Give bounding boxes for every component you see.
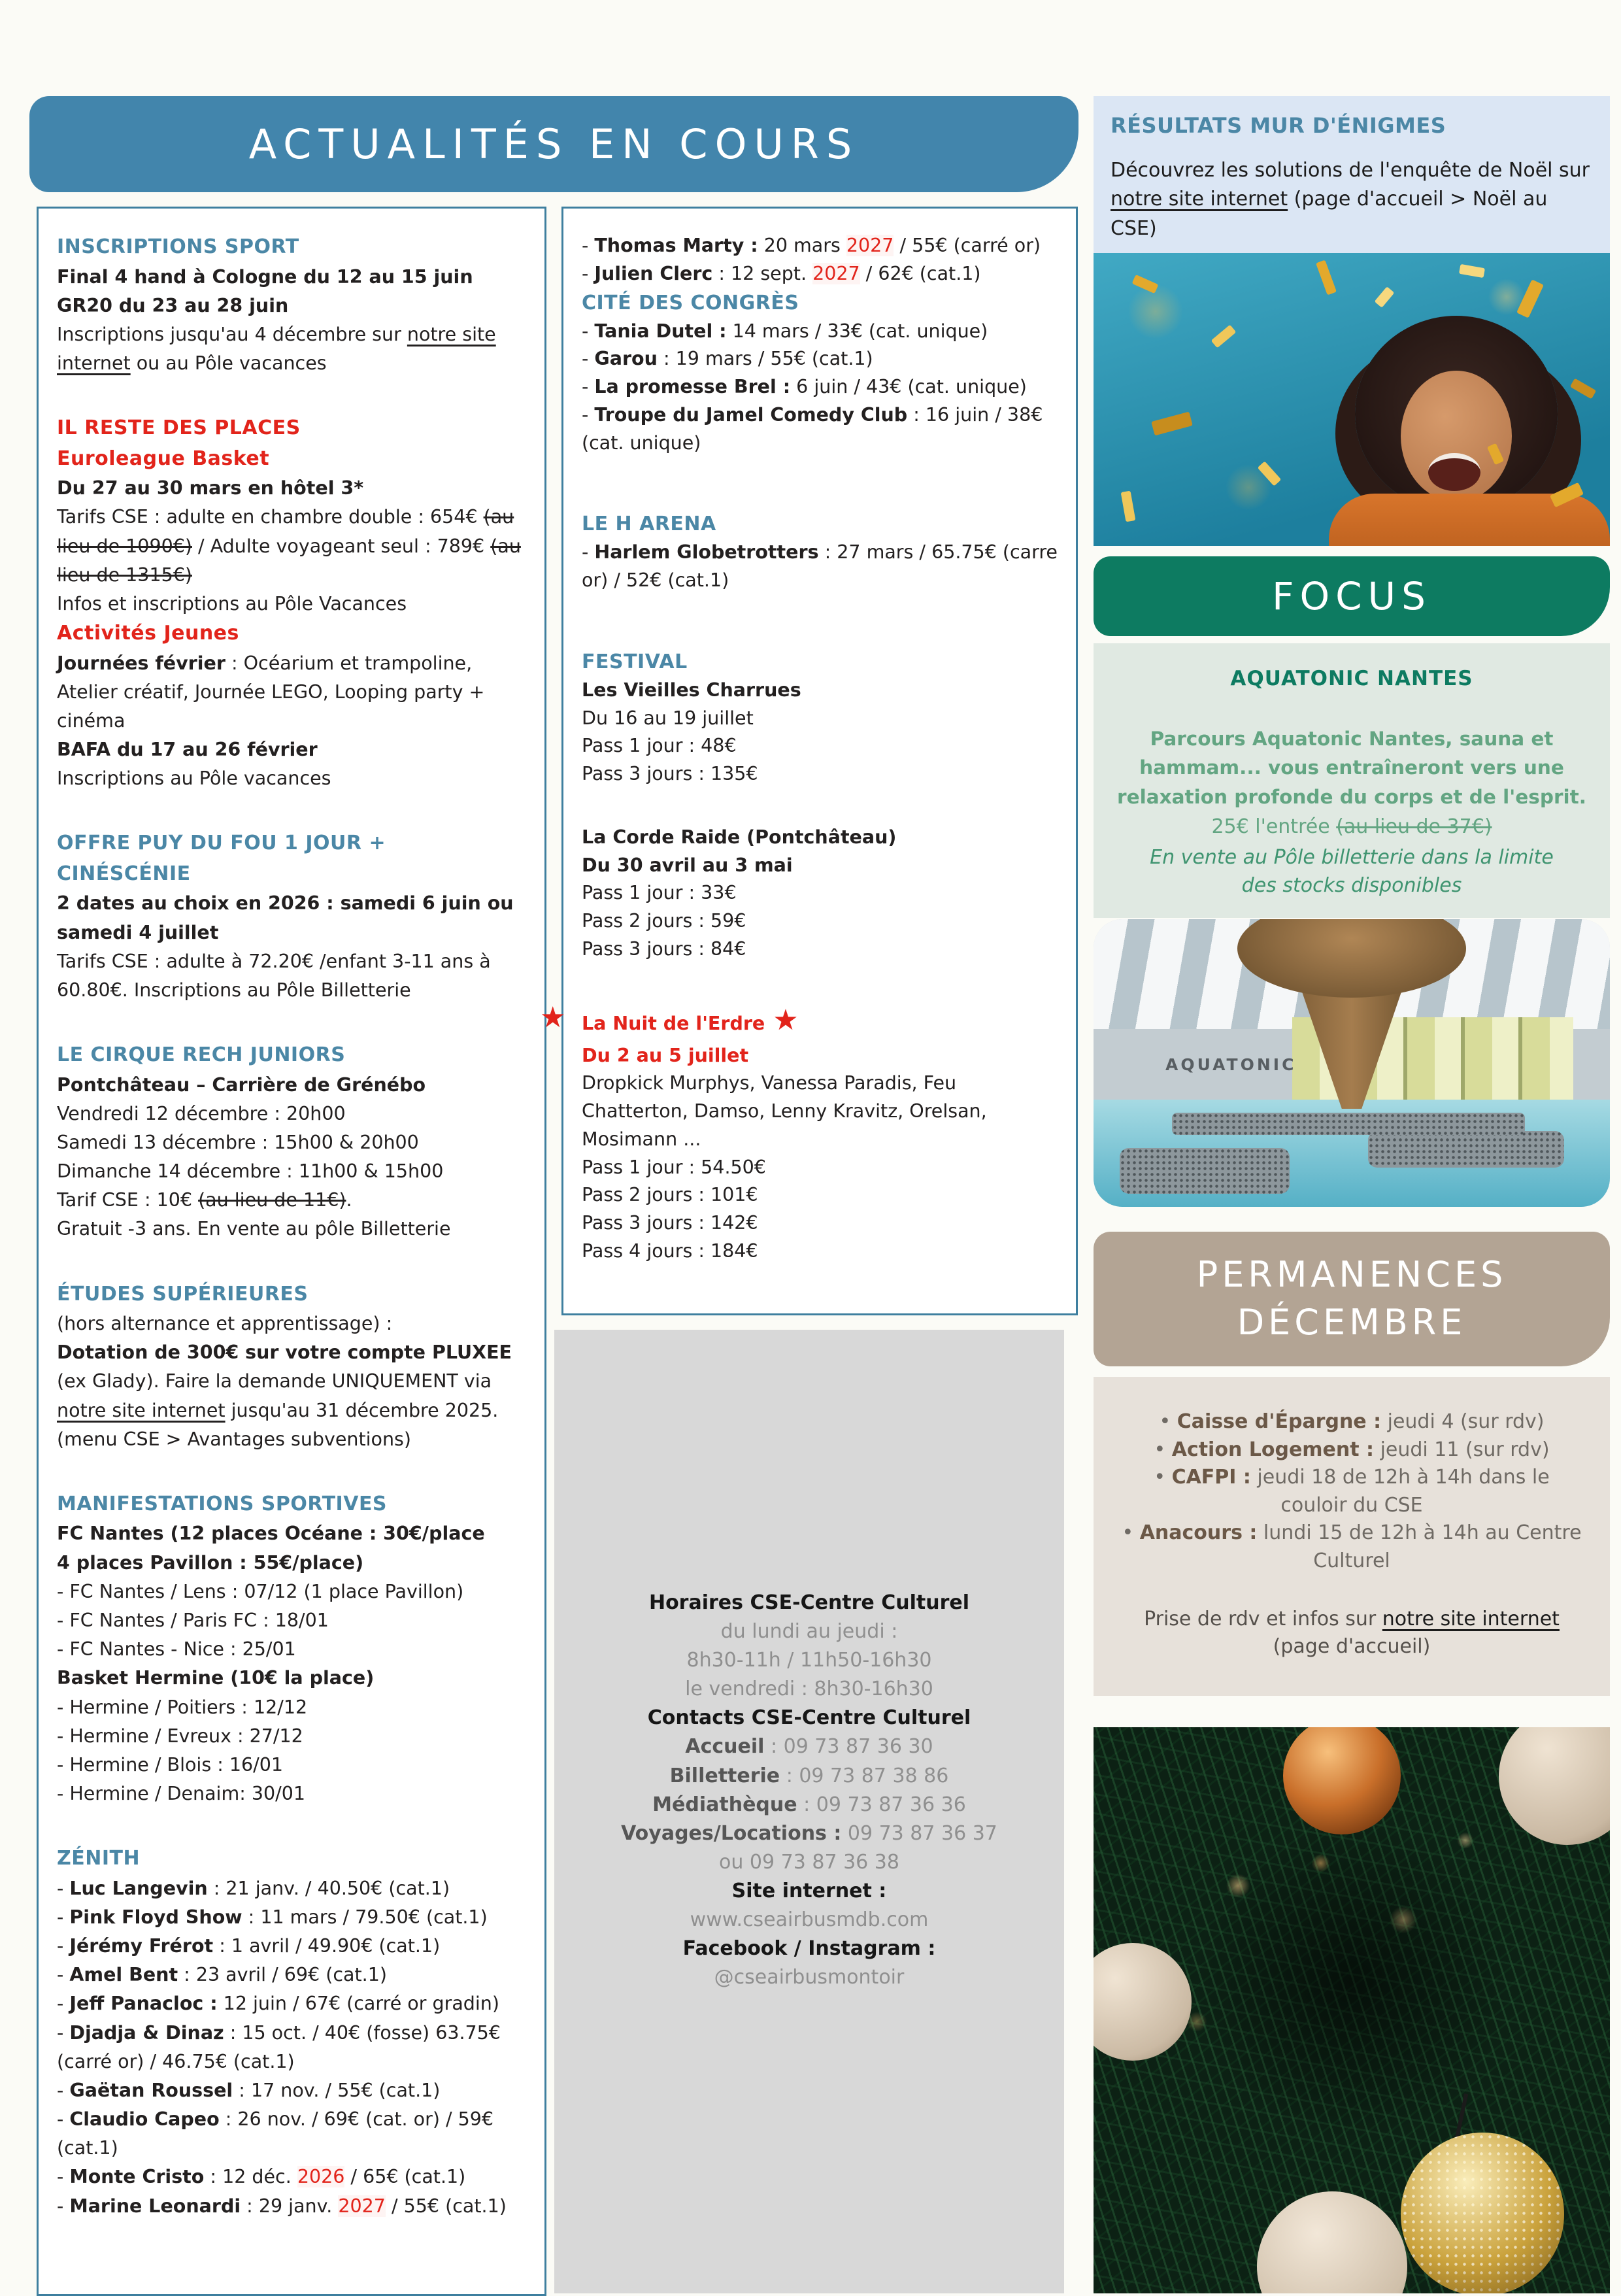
text-line: Samedi 13 décembre : 15h00 & 20h00 (57, 1131, 419, 1153)
event-title: ★ La Nuit de l'Erdre ★ (582, 999, 1058, 1042)
permanences-box (1094, 1377, 1610, 1696)
section-heading: INSCRIPTIONS SPORT (57, 235, 299, 258)
text-line: Pass 1 jour : 48€ (582, 735, 737, 757)
list-item: - Hermine / Evreux : 27/12 (57, 1725, 303, 1747)
list-item: - FC Nantes / Lens : 07/12 (1 place Pavillon) (57, 1580, 464, 1602)
section-heading: IL RESTE DES PLACES (57, 416, 301, 440)
list-item: - Marine Leonardi : 29 janv. 2027 / 55€ (cat.1) (57, 2195, 507, 2217)
list-item: - Tania Dutel : 14 mars / 33€ (cat. unique) (582, 320, 988, 342)
list-item: - Hermine / Poitiers : 12/12 (57, 1696, 308, 1718)
aquatonic-pool-photo (1094, 919, 1610, 1207)
text-line: Gratuit -3 ans. En vente au pôle Billetterie (57, 1218, 451, 1240)
sub-heading: Activités Jeunes (57, 622, 239, 645)
permanences-title-line2: DÉCEMBRE (1237, 1302, 1467, 1343)
section-festival (582, 647, 1058, 788)
list-item: - Jeff Panacloc : 12 juin / 67€ (carré or gradin) (57, 1993, 499, 2015)
phone-row: Billetterie : 09 73 87 38 86 (669, 1764, 949, 1787)
section-heading: MANIFESTATIONS SPORTIVES (57, 1492, 388, 1515)
section-h-arena (582, 509, 1058, 595)
section-cirque-rech (57, 1040, 526, 1244)
permanences-title-line1: PERMANENCES (1196, 1254, 1507, 1296)
bullet-item: • Action Logement : jeudi 11 (sur rdv) (1154, 1438, 1550, 1461)
left-column (37, 207, 546, 2296)
text-line: BAFA du 17 au 26 février (57, 739, 318, 761)
section-il-reste-des-places (57, 413, 526, 793)
text-paragraph: Découvrez les solutions de l'enquête de Noël sur notre site internet (page d'accueil > Noël au CSE) (1111, 159, 1590, 240)
aquatonic-box (1094, 643, 1610, 918)
phone-row: ou 09 73 87 36 38 (719, 1850, 899, 1874)
rdv-note: Prise de rdv et infos sur notre site internet (page d'accueil) (1144, 1607, 1560, 1659)
bullet-item: • CAFPI : jeudi 18 de 12h à 14h dans le couloir du CSE (1154, 1466, 1550, 1517)
text-line: Pass 2 jours : 101€ (582, 1184, 758, 1206)
site-link[interactable]: notre site internet (1382, 1607, 1560, 1630)
text-line: Pass 3 jours : 135€ (582, 763, 758, 785)
list-item: - Luc Langevin : 21 janv. / 40.50€ (cat.1) (57, 1877, 450, 1899)
list-item: - FC Nantes - Nice : 25/01 (57, 1638, 296, 1661)
list-item: - Pink Floyd Show : 11 mars / 79.50€ (cat.1) (57, 1906, 488, 1928)
text-line: 8h30-11h / 11h50-16h30 (686, 1649, 932, 1672)
focus-banner (1094, 556, 1610, 636)
social-handle: @cseairbusmontoir (714, 1966, 905, 1989)
person-smile (1428, 453, 1480, 491)
section-zenith (57, 1844, 526, 2221)
permanences-banner (1094, 1232, 1610, 1366)
text-paragraph: Parcours Aquatonic Nantes, sauna et hammam... vous entraîneront vers une relaxation profonde du corps et de l'esprit. (1117, 728, 1586, 808)
text-line: Pass 1 jour : 54.50€ (582, 1156, 766, 1178)
text-line: Inscriptions au Pôle vacances (57, 768, 331, 790)
section-heading: OFFRE PUY DU FOU 1 JOUR + CINÉSCÉNIE (57, 832, 386, 885)
section-inscriptions-sport (57, 232, 526, 378)
text-line: Tarifs CSE : adulte à 72.20€ /enfant 3-11 ans à 60.80€. Inscriptions au Pôle Billetterie (57, 950, 491, 1001)
focus-title: FOCUS (1272, 574, 1431, 618)
section-nuit-erdre (540, 999, 1058, 1266)
text-line: Pass 3 jours : 142€ (582, 1212, 758, 1234)
section-zenith-suite (582, 232, 1058, 457)
text-line: FC Nantes (12 places Océane : 30€/place (57, 1523, 485, 1545)
section-heading: LE CIRQUE RECH JUNIORS (57, 1043, 346, 1067)
list-item: - Troupe du Jamel Comedy Club : 16 juin / 38€ (cat. unique) (582, 403, 1043, 454)
text-line: Pass 4 jours : 184€ (582, 1240, 758, 1262)
list-item: - FC Nantes / Paris FC : 18/01 (57, 1610, 329, 1631)
list-item: - Claudio Capeo : 26 nov. / 69€ (cat. or) / 59€ (cat.1) (57, 2108, 494, 2159)
section-manifestations-sportives (57, 1489, 526, 1808)
text-line: 4 places Pavillon : 55€/place) (57, 1551, 364, 1574)
text-line: (hors alternance et apprentissage) : (57, 1313, 393, 1335)
text-line: le vendredi : 8h30-16h30 (685, 1678, 933, 1701)
text-line: Basket Hermine (10€ la place) (57, 1667, 375, 1689)
confetti-celebration-photo (1094, 253, 1610, 546)
wall-logo-text: AQUATONIC (1165, 1055, 1297, 1074)
section-heading: AQUATONIC NANTES (1230, 667, 1473, 690)
text-line: Tarifs CSE : adulte en chambre double : 654€ (au lieu de 1090€) / Adulte voyageant seul : 789€ (au lieu de 1315€) (57, 506, 521, 586)
section-heading: LE H ARENA (582, 513, 716, 536)
social-heading: Facebook / Instagram : (682, 1937, 936, 1961)
section-heading: ÉTUDES SUPÉRIEURES (57, 1282, 309, 1306)
price-line: 25€ l'entrée (au lieu de 37€) (1211, 815, 1492, 838)
text-line: Pass 3 jours : 84€ (582, 937, 746, 960)
page-title: ACTUALITÉS EN COURS (248, 120, 860, 168)
list-item: - La promesse Brel : 6 juin / 43€ (cat. unique) (582, 376, 1027, 397)
text-line: Dotation de 300€ sur votre compte PLUXEE (57, 1342, 512, 1364)
list-item: - Monte Cristo : 12 déc. 2026 / 65€ (cat.1) (57, 2166, 466, 2188)
christmas-tree-photo (1094, 1727, 1610, 2293)
star-icon: ★ (773, 1003, 799, 1037)
list-item: - Hermine / Blois : 16/01 (57, 1753, 284, 1776)
text-line: Vendredi 12 décembre : 20h00 (57, 1102, 346, 1124)
text-line: Du 16 au 19 juillet (582, 707, 754, 729)
list-item: - Djadja & Dinaz : 15 oct. / 40€ (fosse) 63.75€ (carré or) / 46.75€ (cat.1) (57, 2021, 501, 2072)
site-link[interactable]: notre site internet (57, 1399, 226, 1421)
text-line: Pass 1 jour : 33€ (582, 882, 737, 904)
text-line: Pontchâteau – Carrière de Grénébo (57, 1073, 426, 1096)
section-heading: RÉSULTATS MUR D'ÉNIGMES (1111, 113, 1446, 138)
list-item: - Thomas Marty : 20 mars 2027 / 55€ (carré or) (582, 235, 1041, 256)
text-line: Tarif CSE : 10€ (au lieu de 11€). (57, 1189, 352, 1211)
bullet-item: • Anacours : lundi 15 de 12h à 14h au Centre Culturel (1122, 1521, 1582, 1572)
enigmes-box (1094, 96, 1610, 253)
site-link[interactable]: notre site internet (57, 323, 496, 375)
text-line: du lundi au jeudi : (720, 1620, 898, 1644)
site-link[interactable]: notre site internet (1111, 188, 1288, 211)
list-item: - Julien Clerc : 12 sept. 2027 / 62€ (cat.1) (582, 262, 981, 284)
text-line: Inscriptions jusqu'au 4 décembre sur notre site internet ou au Pôle vacances (57, 323, 496, 375)
text-line: GR20 du 23 au 28 juin (57, 294, 289, 316)
phone-row: Médiathèque : 09 73 87 36 36 (652, 1793, 966, 1816)
list-item: - Garou : 19 mars / 55€ (cat.1) (582, 348, 873, 370)
gold-glitter-bauble (1401, 2133, 1564, 2293)
contact-box (554, 1330, 1064, 2293)
text-line: Les Vieilles Charrues (582, 679, 801, 701)
availability-note: En vente au Pôle billetterie dans la limite des stocks disponibles (1150, 845, 1554, 898)
text-line: La Corde Raide (Pontchâteau) (582, 826, 897, 848)
section-heading: CITÉ DES CONGRÈS (582, 291, 799, 314)
phone-row: Accueil : 09 73 87 36 30 (685, 1735, 933, 1759)
mosaic-bench (1172, 1113, 1525, 1135)
star-icon: ★ (540, 1000, 566, 1034)
mosaic-bench (1368, 1131, 1564, 1168)
section-heading: ZÉNITH (57, 1847, 141, 1870)
sub-heading: Euroleague Basket (57, 447, 270, 470)
phone-row: Voyages/Locations : 09 73 87 36 37 (621, 1821, 997, 1845)
list-item: - Gaëtan Roussel : 17 nov. / 55€ (cat.1) (57, 2079, 441, 2101)
text-line: Du 27 au 30 mars en hôtel 3* (57, 477, 364, 499)
middle-column (540, 207, 1078, 1315)
text-line: Dropkick Murphys, Vanessa Paradis, Feu Chatterton, Damso, Lenny Kravitz, Orelsan, Mosimann ... (582, 1072, 987, 1150)
text-line: Pass 2 jours : 59€ (582, 910, 746, 932)
text-line: Final 4 hand à Cologne du 12 au 15 juin (57, 265, 473, 288)
list-item: - Hermine / Denaim: 30/01 (57, 1783, 306, 1805)
section-heading: FESTIVAL (582, 650, 688, 673)
text-line: samedi 4 juillet (57, 921, 219, 943)
mosaic-bench (1120, 1148, 1290, 1194)
contacts-heading: Contacts CSE-Centre Culturel (647, 1706, 971, 1730)
section-corde-raide (582, 824, 1058, 964)
hours-heading: Horaires CSE-Centre Culturel (648, 1591, 970, 1614)
section-puy-du-fou (57, 828, 526, 1005)
text-line: Du 30 avril au 3 mai (582, 854, 793, 876)
bullet-item: • Caisse d'Épargne : jeudi 4 (sur rdv) (1159, 1410, 1545, 1433)
text-line: Dimanche 14 décembre : 11h00 & 15h00 (57, 1160, 444, 1183)
website-heading: Site internet : (731, 1879, 887, 1902)
text-line: Infos et inscriptions au Pôle Vacances (57, 592, 407, 615)
list-item: - Harlem Globetrotters : 27 mars / 65.75€ (carre or) / 52€ (cat.1) (582, 541, 1058, 591)
list-item: - Amel Bent : 23 avril / 69€ (cat.1) (57, 1964, 387, 1986)
text-line: Journées février : Océarium et trampoline, Atelier créatif, Journée LEGO, Looping party + cinéma (57, 652, 485, 732)
section-etudes-superieures (57, 1279, 526, 1454)
page-title-banner (29, 96, 1078, 192)
text-line: (ex Glady). Faire la demande UNIQUEMENT via notre site internet jusqu'au 31 décembre 2025. (menu CSE > Avantages subventions) (57, 1370, 499, 1450)
text-line: 2 dates au choix en 2026 : samedi 6 juin ou (57, 892, 514, 915)
list-item: - Jérémy Frérot : 1 avril / 49.90€ (cat.1) (57, 1935, 441, 1957)
event-dates: Du 2 au 5 juillet (582, 1044, 749, 1066)
website-url: www.cseairbusmdb.com (690, 1908, 929, 1932)
